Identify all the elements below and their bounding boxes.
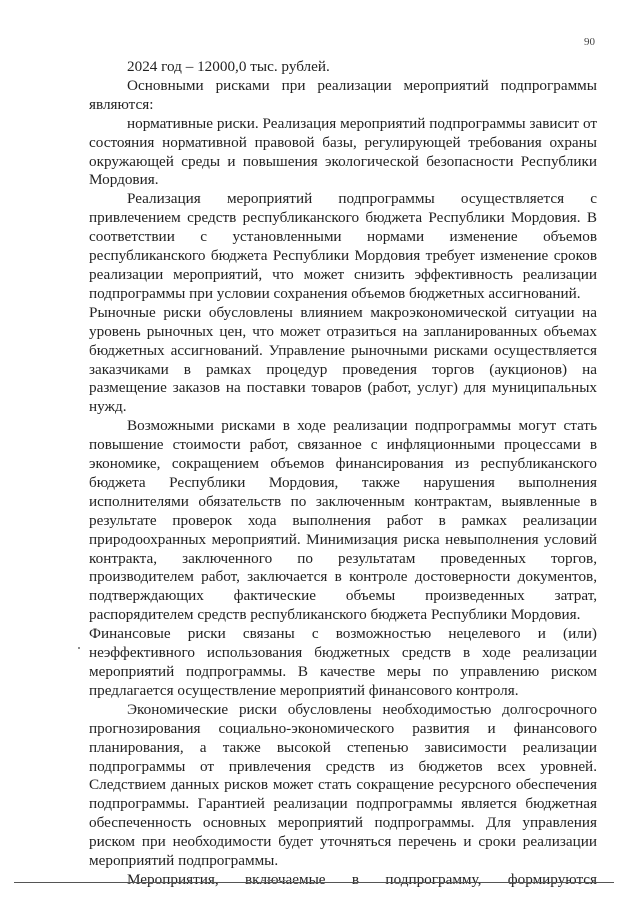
paragraph-possible-risks: Возможными рисками в ходе реализации подпрограммы могут стать повышение стоимости работ, связанное с инфляционными процессами в экономике, сокращением объемов финансирования из республиканского бюджета Республики Мордовия, также нарушения выполнения исполнителями обязательств по заключенным контрактам, выявленные в результате проверок хода выполнения работ в рамках реализации природоохранных мероприятий. Минимизация риска невыполнения условий контракта, заключенного по результатам проведенных торгов, производителем работ, заключается в контроле достоверности документов, подтверждающих фактические объемы произведенных затрат, распорядителем средств республиканского бюджета Республики Мордовия. [89, 417, 597, 624]
paragraph-economic-risks: Экономические риски обусловлены необходимостью долгосрочного прогнозирования социально-экономического развития и финансового планирования, а также высокой степенью зависимости реализации подпрограммы от привлечения средств из бюджетов всех уровней. Следствием данных рисков может стать сокращение ресурсного обеспечения подпрограммы. Гарантией реализации подпрограммы является бюджетная обеспеченность основных мероприятий подпрограммы. Для управления риском при необходимости будет уточняться перечень и сроки реализации мероприятий подпрограммы. [89, 700, 597, 870]
paragraph-market-risks: Рыночные риски обусловлены влиянием макроэкономической ситуации на уровень рыночных цен, что может отразиться на запланированных объемах бюджетных ассигнований. Управление рыночными рисками осуществляется заказчиками в рамках процедур проведения торгов (аукционов) на размещение заказов на поставки товаров (работ, услуг) для муниципальных нужд. [89, 303, 597, 416]
scan-margin-mark [78, 647, 80, 649]
bottom-rule-mark [262, 880, 296, 881]
paragraph-measures-continued: Мероприятия, включаемые в подпрограмму, формируются [127, 870, 597, 888]
paragraph-budget-2024: 2024 год – 12000,0 тыс. рублей. [127, 58, 330, 75]
bottom-rule [14, 882, 614, 883]
document-body [89, 58, 597, 890]
page-number: 90 [584, 36, 595, 48]
paragraph-financial-risks: Финансовые риски связаны с возможностью нецелевого и (или) неэффективного использования бюджетных средств в ходе реализации мероприятий подпрограммы. В качестве меры по управлению риском предлагается осуществление мероприятий финансового контроля. [89, 625, 597, 699]
paragraph-main-risks-intro: Основными рисками при реализации мероприятий подпрограммы являются: [89, 76, 597, 113]
paragraph-regulatory-risks: нормативные риски. Реализация мероприятий подпрограммы зависит от состояния нормативной правовой базы, регулирующей требования охраны окружающей среды и повышения экологической безопасности Республики Мордовия. [89, 114, 597, 189]
paragraph-budget-funding: Реализация мероприятий подпрограммы осуществляется с привлечением средств республиканского бюджета Республики Мордовия. В соответствии с установленными нормами изменение объемов республиканского бюджета Республики Мордовия требует изменение сроков реализации мероприятий, что может снизить эффективность реализации подпрограммы при условии сохранения объемов бюджетных ассигнований. [89, 190, 597, 302]
